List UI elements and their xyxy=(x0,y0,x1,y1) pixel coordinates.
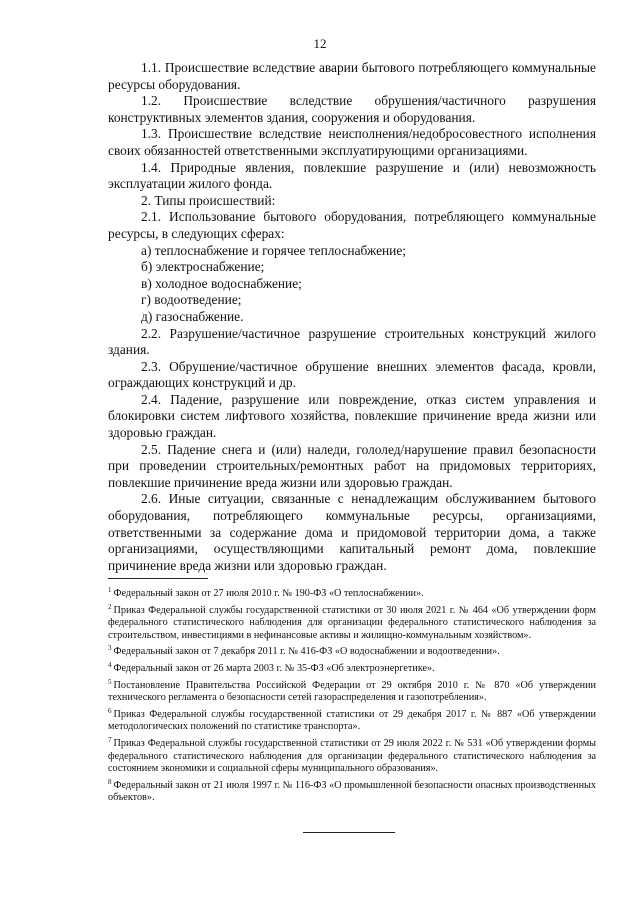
footnote-mark: 7 xyxy=(108,735,112,744)
footnote-mark: 2 xyxy=(108,602,112,611)
paragraph: 1.2. Происшествие вследствие обрушения/частичного разрушения конструктивных элементов здания, сооружения и оборудования. xyxy=(108,93,596,125)
page-number: 12 xyxy=(313,36,327,51)
footnote-mark: 3 xyxy=(108,644,112,653)
footnote-text: Федеральный закон от 27 июля 2010 г. № 190-ФЗ «О теплоснабжении». xyxy=(113,588,424,599)
footnote xyxy=(108,705,596,734)
paragraph: 2.5. Падение снега и (или) наледи, гололед/нарушение правил безопасности при проведении строительных/ремонтных работ на придомовых территориях, повлекшие причинение вреда жизни или здоровью граждан. xyxy=(108,441,596,490)
list-item: г) водоотведение; xyxy=(141,292,242,308)
paragraph: 2. Типы происшествий: xyxy=(141,192,276,208)
footnote xyxy=(108,676,596,705)
footnote-mark: 1 xyxy=(108,586,112,594)
footnote-text: Постановление Правительства Российской Федерации от 29 октября 2010 г. № 870 «Об утверждении технического регламента о безопасности сетей газораспределения и газопотребления». xyxy=(108,679,596,704)
paragraph: 2.1. Использование бытового оборудования, потребляющего коммунальные ресурсы, в следующих сферах: xyxy=(108,209,596,241)
footnote-text: Приказ Федеральной службы государственной статистики от 30 июля 2021 г. № 464 «Об утверждении форм федерального статистического наблюдения для организации федерального статистического наблюдения за строительством, инвестициями в нефинансовые активы и жилищно-коммунальным хозяйством». xyxy=(108,604,596,641)
list-item: б) электроснабжение; xyxy=(141,259,265,275)
list-item: в) холодное водоснабжение; xyxy=(141,275,302,291)
paragraph: 1.3. Происшествие вследствие неисполнения/недобросовестного исполнения своих обязанностей ответственными эксплуатирующими организациями. xyxy=(108,126,596,158)
footnote xyxy=(108,642,596,659)
list-item: а) теплоснабжение и горячее теплоснабжение; xyxy=(141,242,407,258)
paragraph: 2.4. Падение, разрушение или повреждение, отказ систем управления и блокировки систем лифтового хозяйства, повлекшие причинение вреда жизни или здоровью граждан. xyxy=(108,391,596,441)
paragraph: 2.6. Иные ситуации, связанные с ненадлежащим обслуживанием бытового оборудования, потребляющего коммунальные ресурсы, организациями, ответственными за содержание дома и придомовой территории дома, а также организациями, осуществляющими капитальный ремонт дома, повлекшие причинение вреда жизни или здоровью граждан. xyxy=(108,491,596,573)
bottom-separator xyxy=(303,832,395,833)
list-item: д) газоснабжение. xyxy=(141,308,244,324)
footnote-mark: 8 xyxy=(108,777,112,786)
paragraph: 2.2. Разрушение/частичное разрушение строительных конструкций жилого здания. xyxy=(108,325,596,358)
paragraph: 1.1. Происшествие вследствие аварии бытового потребляющего коммунальные ресурсы оборудования. xyxy=(108,60,596,92)
footnote-mark: 5 xyxy=(108,677,112,686)
footnote xyxy=(108,776,596,805)
footnote-text: Приказ Федеральной службы государственной статистики от 29 июля 2022 г. № 531 «Об утверждении формы федерального статистического наблюдения для организации федерального статистического наблюдения за состоянием экономики и социальной сферы муниципального образования». xyxy=(108,737,596,775)
footnote-mark: 4 xyxy=(108,660,112,669)
paragraph: 2.3. Обрушение/частичное обрушение внешних элементов фасада, кровли, ограждающих конструкций и др. xyxy=(108,358,596,391)
footnote-text: Приказ Федеральной службы государственной статистики от 29 декабря 2017 г. № 887 «Об утверждении методологических положений по статистике транспорта». xyxy=(108,708,596,733)
footnote-separator xyxy=(108,578,208,579)
paragraph: 1.4. Природные явления, повлекшие разрушение и (или) невозможность эксплуатации жилого фонда. xyxy=(108,159,596,192)
footnote xyxy=(108,601,596,643)
footnote xyxy=(108,734,596,776)
footnote-text: Федеральный закон от 21 июля 1997 г. № 116-ФЗ «О промышленной безопасности опасных производственных объектов». xyxy=(108,779,596,804)
body-text xyxy=(108,60,596,574)
footnote-text: Федеральный закон от 26 марта 2003 г. № 35-ФЗ «Об электроэнергетике». xyxy=(113,662,435,674)
footnote-text: Федеральный закон от 7 декабря 2011 г. № 416-ФЗ «О водоснабжении и водоотведении». xyxy=(113,646,500,658)
footnote-mark: 6 xyxy=(108,706,112,715)
footnote xyxy=(108,584,596,601)
footnotes xyxy=(108,584,596,805)
footnote xyxy=(108,659,596,676)
